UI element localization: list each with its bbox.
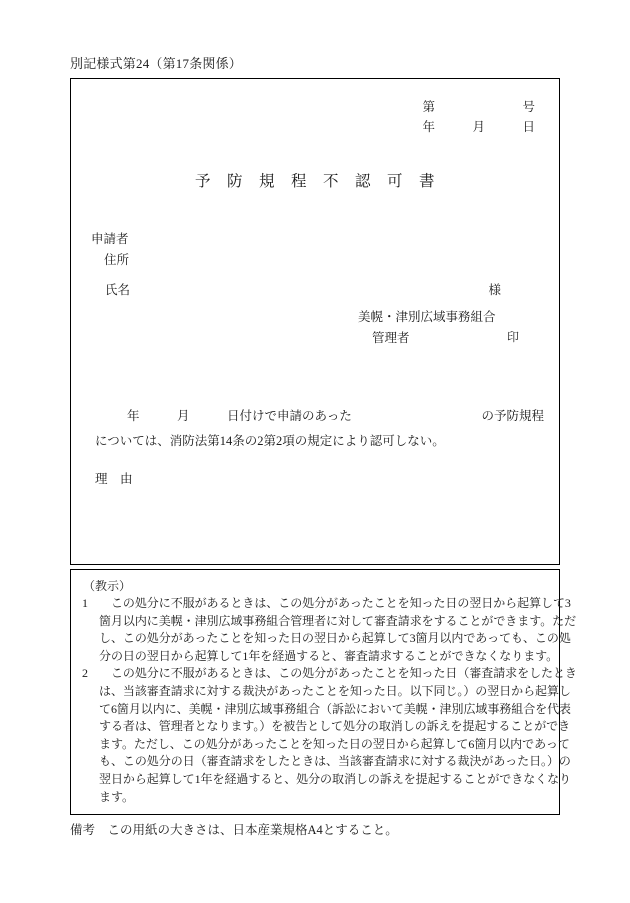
applicant-label: 申請者: [91, 232, 129, 246]
notice-item-marker: 1: [82, 596, 88, 610]
notice-line: は、当該審査請求に対する裁決があったことを知った日。以下同じ。）の翌日から起算し: [99, 683, 571, 698]
form-number: 別記様式第24（第17条関係）: [70, 56, 243, 71]
notice-line: も、この処分の日（審査請求をしたときは、当該審査請求に対する裁決があった日。）の: [99, 754, 571, 769]
body-line-2: については、消防法第14条の2第2項の規定により認可しない。: [95, 434, 445, 448]
notice-heading: （教示）: [83, 579, 132, 593]
page-title: 予 防 規 程 不 認 可 書: [194, 173, 435, 190]
notice-item: [79, 665, 577, 806]
notice-item-body: [99, 595, 576, 665]
reason-label: 理 由: [95, 472, 133, 486]
notice-line: この処分に不服があるときは、この処分があったことを知った日の翌日から起算して3: [99, 596, 571, 610]
notice-item: [79, 595, 577, 665]
applicant-name-label: 氏名: [105, 283, 131, 297]
body-line-1-left: 年 月 日付けで申請のあった: [127, 409, 352, 423]
document-number-line: 第 号: [422, 100, 535, 114]
notice-line: 翌日から起算して1年を経過すると、処分の取消しの訴えを提起することができなくなり: [99, 771, 572, 786]
notice-line: この処分に不服があるときは、この処分があったことを知った日（審査請求をしたとき: [99, 666, 577, 681]
body-line-1-right: の予防規程: [481, 409, 544, 423]
applicant-block: [91, 229, 129, 271]
notice-line: ます。: [99, 789, 134, 804]
notice-line: ます。ただし、この処分があったことを知った日の翌日から起算して6箇月以内であって: [99, 736, 570, 751]
notice-line: する者は、管理者となります。）を被告として処分の取消しの訴えを提起することができ: [99, 719, 571, 734]
footer-note: 備考 この用紙の大きさは、日本産業規格A4とすること。: [70, 823, 398, 837]
body-line-1: [89, 404, 544, 429]
seal-icon: 印: [506, 330, 519, 344]
notice-box: [70, 569, 577, 815]
notice-item-marker: 2: [82, 666, 88, 681]
issuer-organization: 美幌・津別広域事務組合: [358, 310, 496, 324]
notice-line: て6箇月以内に、美幌・津別広域事務組合（訴訟において美幌・津別広域事務組合を代表: [99, 701, 572, 716]
body-text: [89, 404, 544, 454]
applicant-honorific: 様: [488, 283, 501, 297]
document-number-block: [422, 97, 535, 137]
main-form-box: [70, 78, 560, 565]
notice-item-body: [99, 665, 577, 806]
notice-line: し、この処分があったことを知った日の翌日から起算して3箇月以内であっても、この処: [99, 631, 571, 646]
document-date-line: 年 月 日: [422, 120, 535, 134]
notice-line: 分の日の翌日から起算して1年を経過すると、審査請求することができなくなります。: [99, 648, 559, 663]
issuer-role: 管理者: [372, 331, 410, 345]
applicant-address-label: 住所: [104, 253, 130, 267]
notice-line: 箇月以内に美幌・津別広域事務組合管理者に対して審査請求をすることができます。ただ: [99, 613, 577, 628]
